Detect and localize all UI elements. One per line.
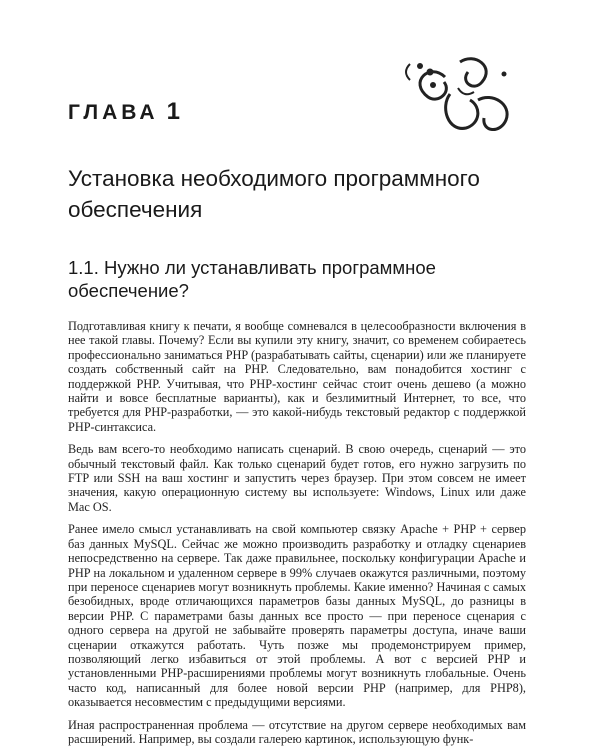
section-heading: 1.1. Нужно ли устанавливать программное обеспечение? [68, 257, 436, 301]
chapter-number: 1 [166, 98, 180, 125]
chapter-word: ГЛАВА [68, 101, 159, 124]
paragraph: Ранее имело смысл устанавливать на свой компьютер связку Apache + PHP + сервер баз данных MySQL. Сейчас же можно производить разработку и отладку сценариев непосредственно на сервере. Так даже правильнее, поскольку конфигурации Apache и PHP на локальном и удаленном сервере в 99% случаев окажутся различными, поэтому при переносе сценариев могут возникнуть проблемы. Какие именно? Начиная с самых безобидных, вроде отличающихся параметров базы данных MySQL, до разницы в версии PHP. С параметрами базы данных все просто — при переносе сценария с одного сервера на другой не забывайте проверять параметры доступа, иначе ваши сценарии откажутся работать. Чуть позже мы продемонстрируем пример, позволяющий легко избавиться от этой проблемы. А вот с версией PHP и установленными PHP-расширениями проблемы могут возникнуть глобальные. Очень часто код, написанный для более новой версии PHP (например, для PHP8), оказывается несовместим с предыдущими версиями. [68, 522, 526, 710]
body-text [68, 319, 526, 754]
chapter-label [68, 98, 180, 126]
chapter-ornament-icon [400, 52, 520, 142]
chapter-title: Установка необходимого программного обеспечения [68, 166, 480, 222]
paragraph: Ведь вам всего-то необходимо написать сценарий. В свою очередь, сценарий — это обычный текстовый файл. Как только сценарий будет готов, его нужно загрузить по FTP или SSH на ваш хостинг и запустить через браузер. При этом совсем не имеет значения, какую операционную систему вы используете: Windows, Linux или даже Mac OS. [68, 442, 526, 514]
paragraph: Подготавливая книгу к печати, я вообще сомневался в целесообразности включения в нее такой главы. Почему? Если вы купили эту книгу, значит, со временем собираетесь профессионально заниматься PHP (разрабатывать сайты, сценарии) или же планируете создать собственный сайт на PHP. Следовательно, вам понадобится хостинг с поддержкой PHP. Учитывая, что PHP-хостинг сейчас стоит очень дешево (а можно найти и вовсе бесплатные варианты), как и безлимитный Интернет, то все, что требуется для PHP-разработки, — это какой-нибудь текстовый редактор с поддержкой PHP-синтаксиса. [68, 319, 526, 434]
paragraph: Иная распространенная проблема — отсутствие на другом сервере необходимых вам расширений. Например, вы создали галерею картинок, использующую функ- [68, 717, 526, 746]
